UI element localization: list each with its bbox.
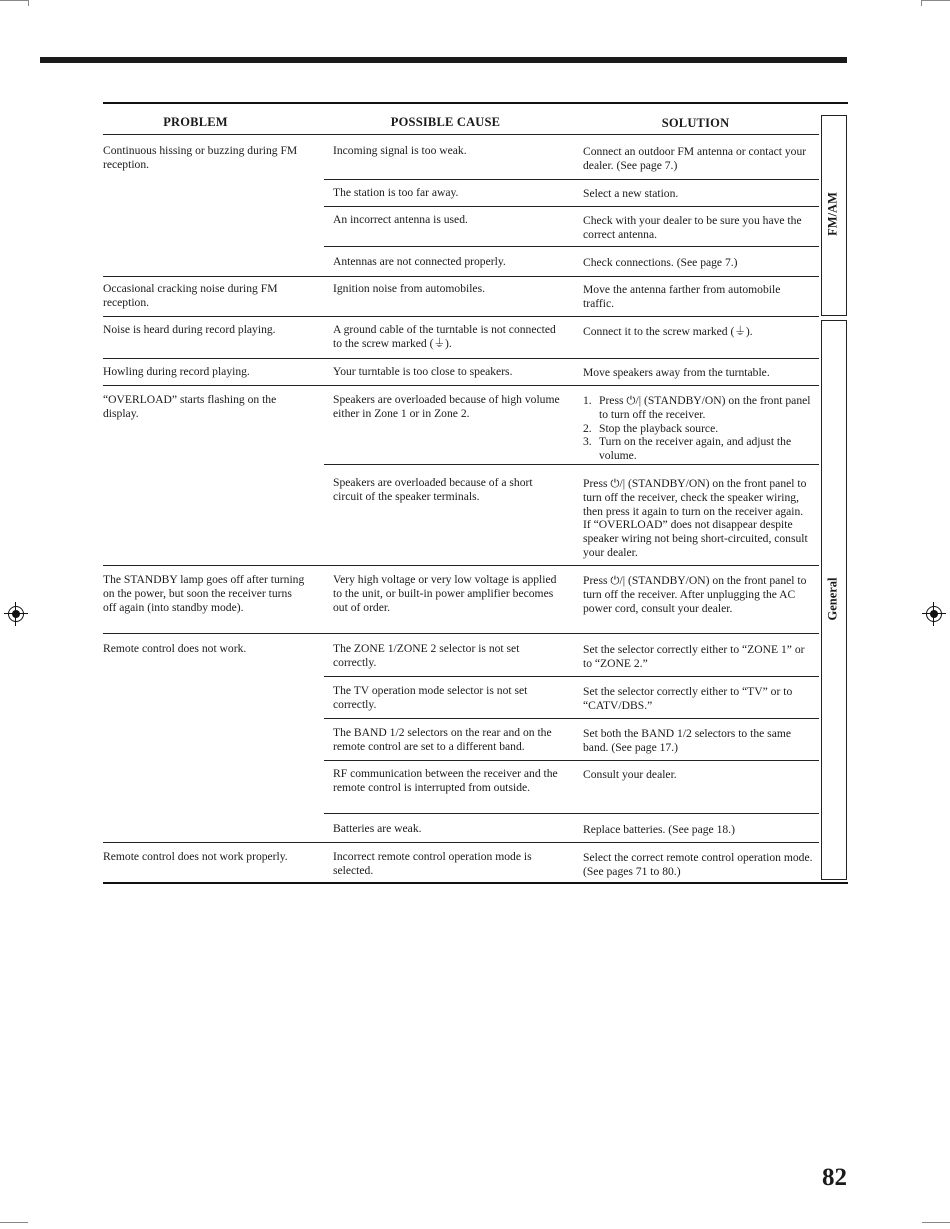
crop-mark — [28, 0, 29, 6]
row-divider — [324, 179, 819, 180]
step-item — [583, 394, 813, 422]
section-label-fmam: FM/AM — [825, 192, 840, 236]
solution-cell: Check connections. (See page 7.) — [583, 256, 738, 269]
problem-cell: Remote control does not work. — [103, 642, 247, 655]
cause-cell: Batteries are weak. — [333, 822, 422, 835]
cause-cell: The TV operation mode selector is not set correctly. — [333, 684, 528, 711]
section-label-general: General — [825, 577, 840, 621]
solution-cell: Move speakers away from the turntable. — [583, 366, 770, 379]
registration-mark-icon — [926, 606, 942, 622]
solution-cell: Select a new station. — [583, 187, 679, 200]
problem-cell: Noise is heard during record playing. — [103, 323, 276, 336]
cause-cell: An incorrect antenna is used. — [333, 213, 468, 226]
registration-mark-icon — [8, 606, 24, 622]
row-divider — [103, 565, 819, 566]
crop-mark — [922, 1222, 950, 1223]
header-bar — [40, 57, 847, 63]
step-text: Press ⏻/| (STANDBY/ON) on the front panel to turn off the receiver. — [599, 394, 811, 421]
step-text: Turn on the receiver again, and adjust the volume. — [599, 435, 792, 463]
solution-cell: Select the correct remote control operation mode. (See pages 71 to 80.) — [583, 851, 813, 878]
page-number: 82 — [822, 1164, 847, 1191]
column-header-solution: SOLUTION — [661, 116, 730, 130]
row-divider — [324, 718, 819, 719]
solution-cell: Connect it to the screw marked (⏚). — [583, 325, 753, 338]
cause-cell: Incoming signal is too weak. — [333, 144, 467, 157]
step-text: Stop the playback source. — [599, 421, 719, 435]
cause-cell: A ground cable of the turntable is not connected to the screw marked (⏚). — [333, 323, 556, 350]
solution-cell: Press ⏻/| (STANDBY/ON) on the front panel to turn off the receiver, check the speaker wiring, then press it again to turn on the receiver again. If “OVERLOAD” does not disappear despite speaker wiring not being short-circuited, consult your dealer. — [583, 477, 808, 559]
table-bottom-rule — [103, 882, 848, 884]
solution-cell: Set both the BAND 1/2 selectors to the same band. (See page 17.) — [583, 727, 792, 754]
solution-cell: Replace batteries. (See page 18.) — [583, 823, 735, 836]
cause-cell: Ignition noise from automobiles. — [333, 282, 485, 295]
crop-mark — [0, 1222, 28, 1223]
solution-cell — [583, 394, 813, 463]
solution-cell: Move the antenna farther from automobile traffic. — [583, 283, 781, 310]
solution-cell: Set the selector correctly either to “ZONE 1” or to “ZONE 2.” — [583, 643, 805, 670]
cause-cell: Your turntable is too close to speakers. — [333, 365, 513, 378]
step-item — [583, 435, 813, 463]
cause-cell: RF communication between the receiver and the remote control is interrupted from outside. — [333, 767, 558, 794]
row-divider — [103, 276, 819, 277]
problem-cell: “OVERLOAD” starts flashing on the display. — [103, 393, 277, 420]
row-divider — [324, 246, 819, 247]
cause-cell: Speakers are overloaded because of high volume either in Zone 1 or in Zone 2. — [333, 393, 560, 420]
column-header-problem: PROBLEM — [163, 115, 228, 129]
problem-cell: Remote control does not work properly. — [103, 850, 288, 863]
step-item — [583, 422, 813, 436]
solution-cell: Check with your dealer to be sure you have the correct antenna. — [583, 214, 802, 241]
header-rule — [103, 134, 819, 135]
row-divider — [103, 316, 819, 317]
solution-cell: Connect an outdoor FM antenna or contact your dealer. (See page 7.) — [583, 145, 807, 172]
solution-cell: Press ⏻/| (STANDBY/ON) on the front panel to turn off the receiver. After unplugging the AC power cord, consult your dealer. — [583, 574, 807, 615]
row-divider — [324, 760, 819, 761]
cause-cell: Incorrect remote control operation mode is selected. — [333, 850, 532, 877]
cause-cell: The ZONE 1/ZONE 2 selector is not set correctly. — [333, 642, 520, 669]
row-divider — [324, 206, 819, 207]
row-divider — [103, 842, 819, 843]
row-divider — [324, 813, 819, 814]
crop-mark — [921, 0, 922, 6]
cause-cell: Antennas are not connected properly. — [333, 255, 506, 268]
crop-mark — [0, 0, 28, 1]
row-divider — [103, 385, 819, 386]
cause-cell: Speakers are overloaded because of a short circuit of the speaker terminals. — [333, 476, 533, 503]
solution-cell: Consult your dealer. — [583, 768, 677, 781]
crop-mark — [922, 0, 950, 1]
problem-cell: Occasional cracking noise during FM reception. — [103, 282, 278, 309]
solution-steps — [583, 394, 813, 463]
cause-cell: The station is too far away. — [333, 186, 459, 199]
row-divider — [324, 464, 819, 465]
solution-cell: Set the selector correctly either to “TV” or to “CATV/DBS.” — [583, 685, 793, 712]
step-number: 1. — [583, 394, 592, 407]
step-number: 2. — [583, 421, 592, 435]
problem-cell: Continuous hissing or buzzing during FM reception. — [103, 144, 298, 171]
cause-cell: The BAND 1/2 selectors on the rear and on the remote control are set to a different band. — [333, 726, 552, 753]
problem-cell: The STANDBY lamp goes off after turning on the power, but soon the receiver turns off again (into standby mode). — [103, 573, 305, 614]
column-header-cause: POSSIBLE CAUSE — [390, 115, 501, 129]
problem-cell: Howling during record playing. — [103, 365, 250, 378]
cause-cell: Very high voltage or very low voltage is applied to the unit, or built-in power amplifier becomes out of order. — [333, 573, 557, 614]
table-top-rule — [103, 102, 848, 104]
step-number: 3. — [583, 435, 592, 449]
row-divider — [103, 358, 819, 359]
row-divider — [324, 676, 819, 677]
row-divider — [103, 633, 819, 634]
